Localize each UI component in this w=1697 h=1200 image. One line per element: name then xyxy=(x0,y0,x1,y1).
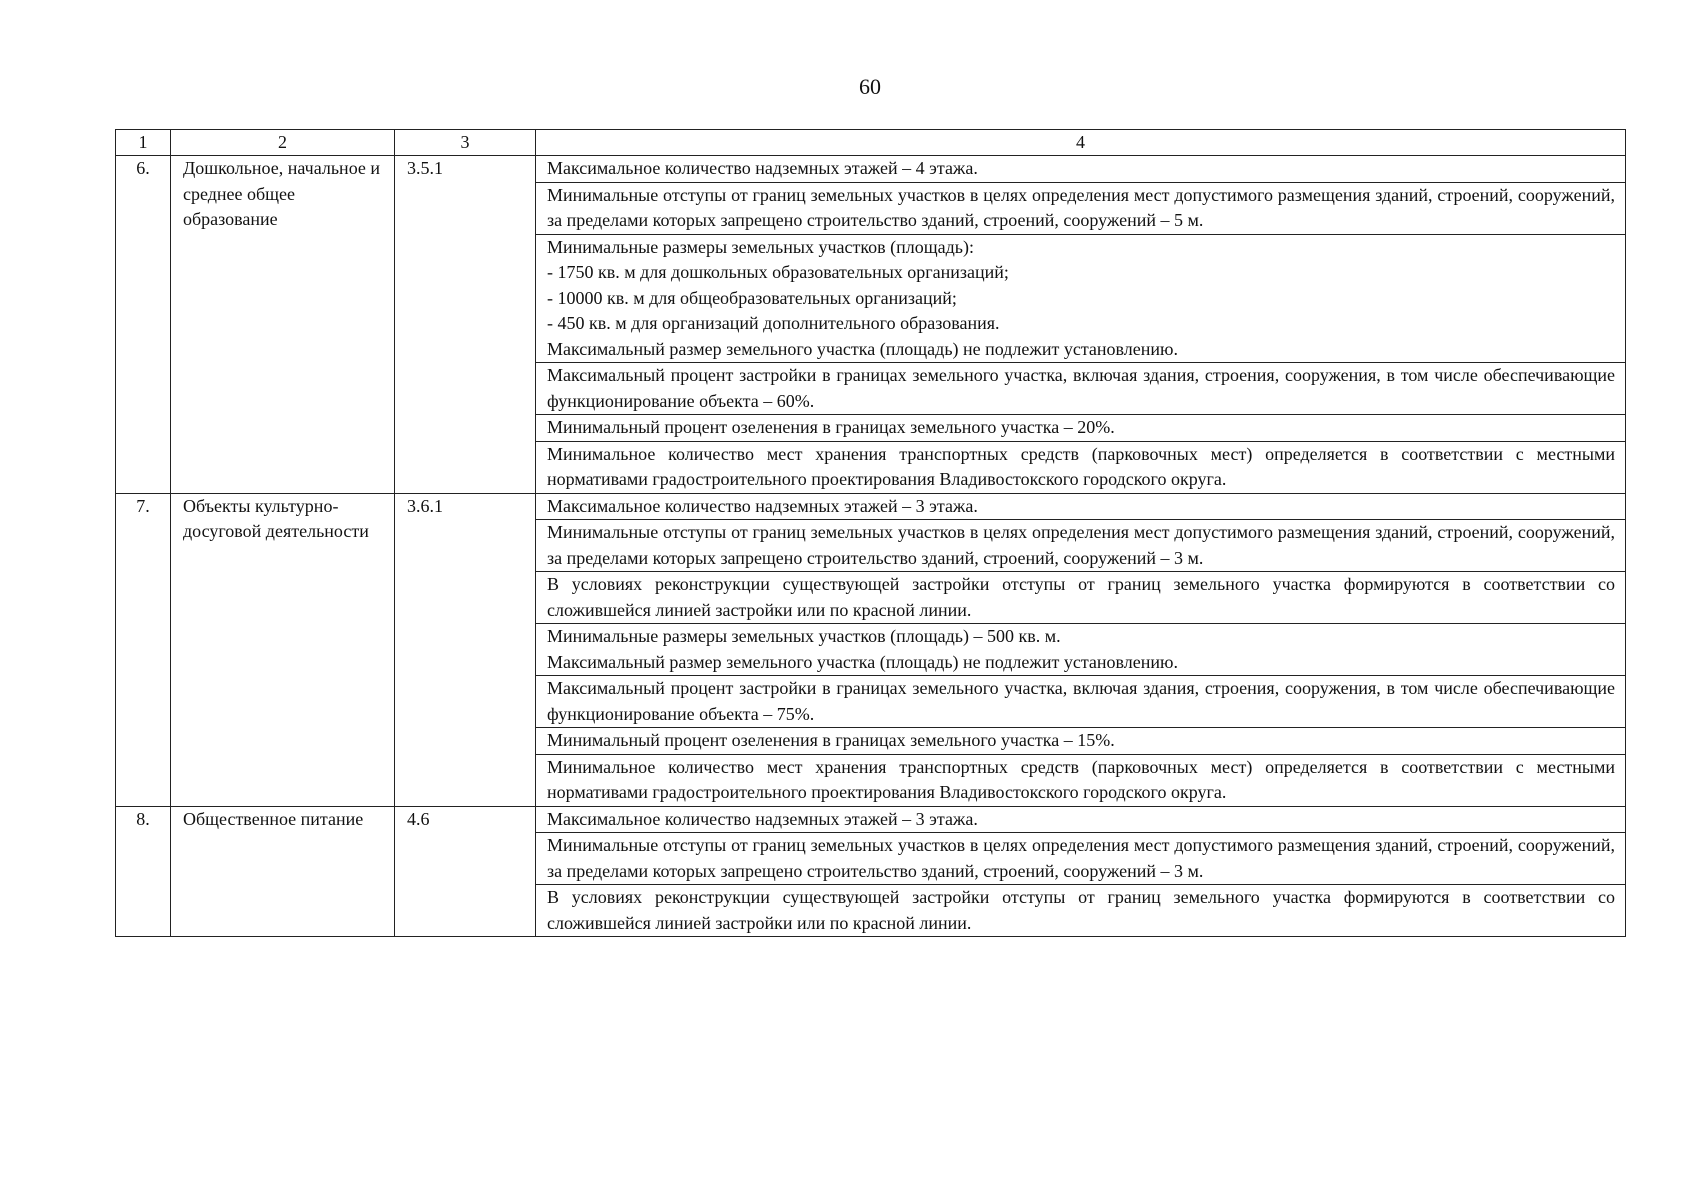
requirement-text: Максимальный процент застройки в границах земельного участка, включая здания, строения, сооружения, в том числе обеспечивающие функционирование объекта – 60%. xyxy=(547,365,1615,411)
requirement-cell xyxy=(536,885,1626,937)
requirement-text: Минимальные размеры земельных участков (площадь) – 500 кв. м. xyxy=(547,626,1061,646)
header-row xyxy=(116,130,1626,156)
requirement-text: Минимальные отступы от границ земельных участков в целях определения мест допустимого размещения зданий, строений, сооружений, за пределами которых запрещено строительство зданий, строений, сооружений – 3 м. xyxy=(547,835,1615,881)
requirement-text: - 10000 кв. м для общеобразовательных организаций; xyxy=(547,287,957,308)
requirement-cell xyxy=(536,156,1626,183)
row-number: 6. xyxy=(116,156,171,494)
header-col-3: 3 xyxy=(395,130,536,156)
land-use-type: Общественное питание xyxy=(171,806,395,937)
land-use-type: Дошкольное, начальное и среднее общее образование xyxy=(171,156,395,494)
requirement-text: Максимальный процент застройки в границах земельного участка, включая здания, строения, сооружения, в том числе обеспечивающие функционирование объекта – 75%. xyxy=(547,678,1615,724)
requirement-cell xyxy=(536,234,1626,363)
header-col-4: 4 xyxy=(536,130,1626,156)
requirement-text: В условиях реконструкции существующей застройки отступы от границ земельного участка формируются в соответствии со сложившейся линией застройки или по красной линии. xyxy=(547,574,1615,620)
requirement-cell xyxy=(536,676,1626,728)
requirement-cell xyxy=(536,833,1626,885)
table-row xyxy=(116,493,1626,520)
requirement-cell xyxy=(536,572,1626,624)
requirement-text: Минимальный процент озеленения в границах земельного участка – 15%. xyxy=(547,730,1115,750)
header-col-1: 1 xyxy=(116,130,171,156)
requirement-cell xyxy=(536,415,1626,442)
requirement-text: Максимальное количество надземных этажей – 3 этажа. xyxy=(547,808,978,829)
requirement-text: Минимальные размеры земельных участков (площадь): xyxy=(547,236,974,257)
requirement-cell xyxy=(536,806,1626,833)
page-number: 60 xyxy=(859,74,881,99)
table-row xyxy=(116,806,1626,833)
requirement-text: Максимальное количество надземных этажей – 4 этажа. xyxy=(547,158,978,178)
requirement-cell xyxy=(536,520,1626,572)
requirement-text: В условиях реконструкции существующей застройки отступы от границ земельного участка формируются в соответствии со сложившейся линией застройки или по красной линии. xyxy=(547,887,1615,933)
requirement-text: Максимальное количество надземных этажей – 3 этажа. xyxy=(547,495,978,516)
header-col-2: 2 xyxy=(171,130,395,156)
requirement-text: Минимальное количество мест хранения транспортных средств (парковочных мест) определяется в соответствии с местными нормативами градостроительного проектирования Владивостокского городского округа. xyxy=(547,756,1615,802)
requirement-cell xyxy=(536,493,1626,520)
requirement-text: - 1750 кв. м для дошкольных образовательных организаций; xyxy=(547,262,1009,282)
regulations-table xyxy=(115,129,1626,937)
table-header xyxy=(116,130,1626,156)
requirement-cell xyxy=(536,441,1626,493)
table-row xyxy=(116,156,1626,183)
requirement-text: - 450 кв. м для организаций дополнительного образования. xyxy=(547,313,1000,333)
row-number: 7. xyxy=(116,493,171,806)
requirement-cell xyxy=(536,728,1626,755)
requirement-cell xyxy=(536,754,1626,806)
row-number: 8. xyxy=(116,806,171,937)
land-use-code: 3.6.1 xyxy=(395,493,536,806)
requirement-text: Минимальные отступы от границ земельных участков в целях определения мест допустимого размещения зданий, строений, сооружений, за пределами которых запрещено строительство зданий, строений, сооружений – 3 м. xyxy=(547,522,1615,568)
land-use-code: 3.5.1 xyxy=(395,156,536,494)
land-use-type: Объекты культурно-досуговой деятельности xyxy=(171,493,395,806)
requirement-text: Максимальный размер земельного участка (площадь) не подлежит установлению. xyxy=(547,338,1178,359)
requirement-cell xyxy=(536,624,1626,676)
requirement-text: Минимальные отступы от границ земельных участков в целях определения мест допустимого размещения зданий, строений, сооружений, за пределами которых запрещено строительство зданий, строений, сооружений – 5 м. xyxy=(547,184,1615,230)
requirement-text: Максимальный размер земельного участка (площадь) не подлежит установлению. xyxy=(547,651,1178,672)
land-use-code: 4.6 xyxy=(395,806,536,937)
requirement-text: Минимальный процент озеленения в границах земельного участка – 20%. xyxy=(547,417,1115,437)
requirement-text: Минимальное количество мест хранения транспортных средств (парковочных мест) определяется в соответствии с местными нормативами градостроительного проектирования Владивостокского городского округа. xyxy=(547,443,1615,489)
requirement-cell xyxy=(536,363,1626,415)
table-body xyxy=(116,156,1626,937)
requirement-cell xyxy=(536,182,1626,234)
